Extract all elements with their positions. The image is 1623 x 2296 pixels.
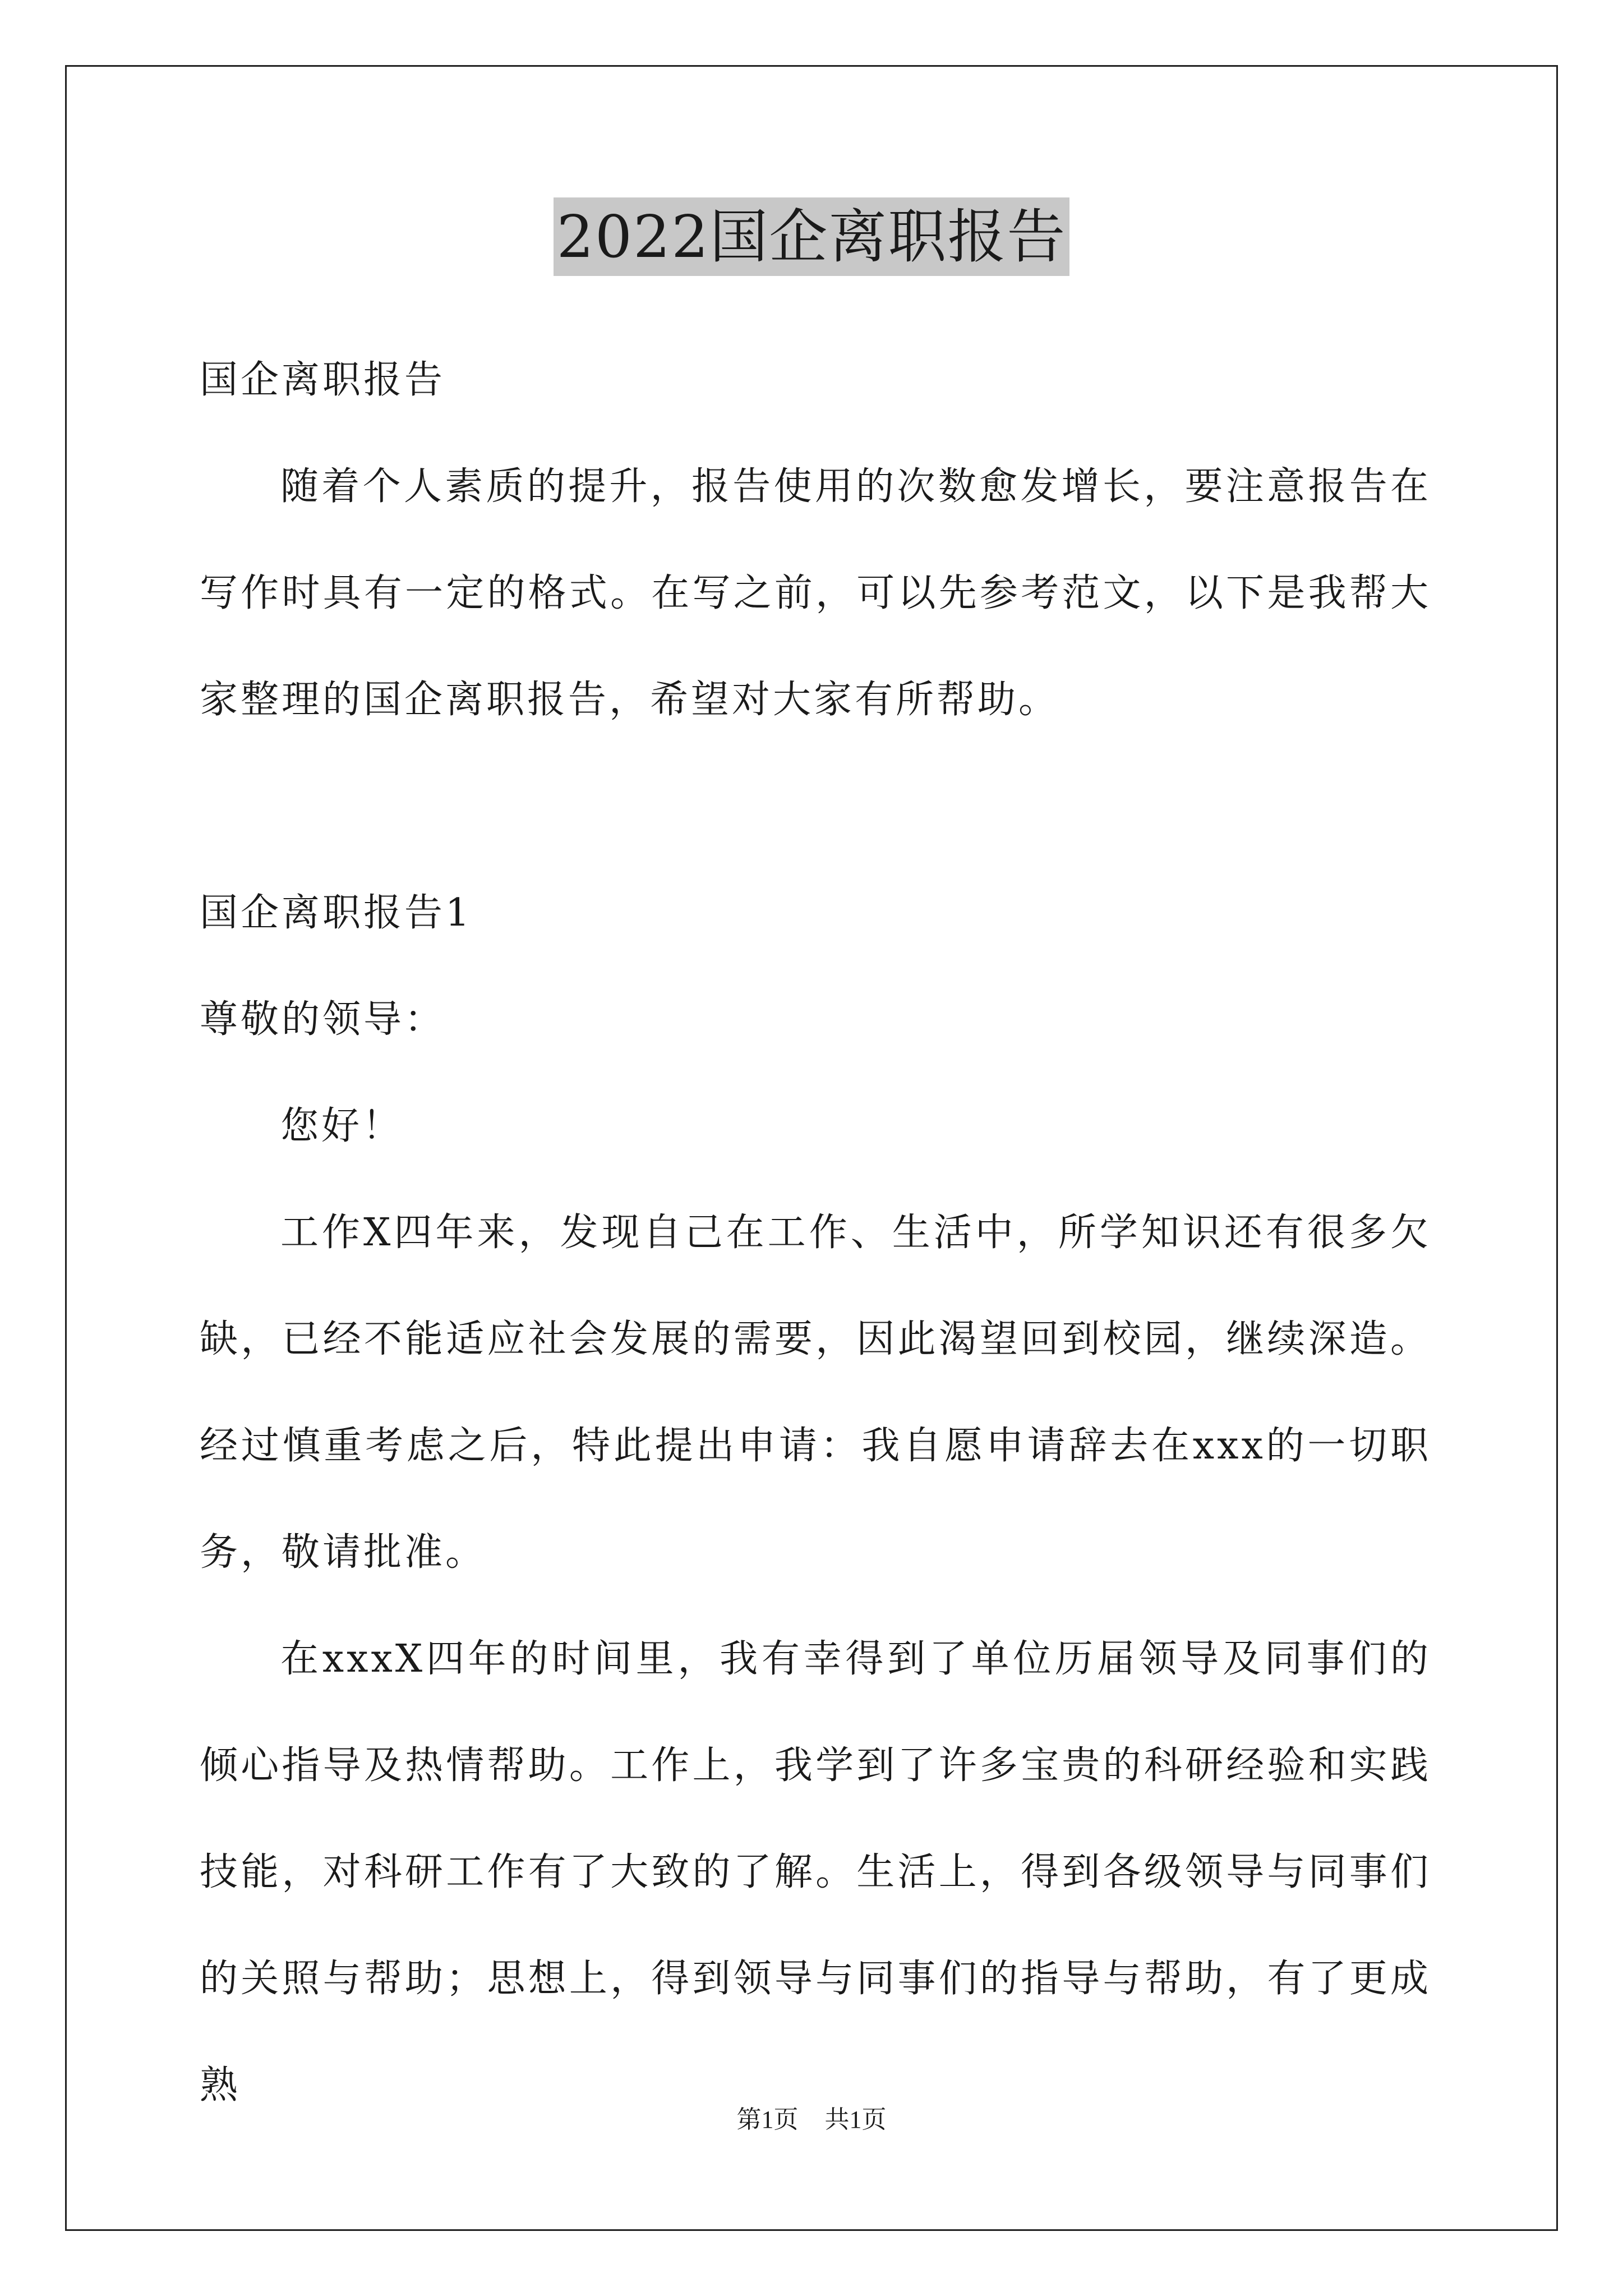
greeting: 您好！ [280, 1104, 404, 1148]
intro-paragraph: 随着个人素质的提升，报告使用的次数愈发增长，要注意报告在写作时具有一定的格式。在写之前，可以先参考范文，以下是我帮大家整理的国企离职报告，希望对大家有所帮助。 [200, 464, 1431, 722]
page-number-total: 共1页 [824, 2106, 887, 2133]
section-heading: 国企离职报告1 [200, 891, 473, 935]
page-number-current: 第1页 [736, 2106, 799, 2133]
document-subtitle: 国企离职报告 [200, 358, 446, 402]
document-title: 2022国企离职报告 [554, 197, 1070, 276]
body-paragraph-1: 工作X四年来，发现自己在工作、生活中，所学知识还有很多欠缺，已经不能适应社会发展的需要，因此渴望回到校园，继续深造。经过慎重考虑之后，特此提出申请：我自愿申请辞去在xxx的一切职务，敬请批准。 [200, 1211, 1431, 1575]
title-container [0, 197, 1623, 276]
salutation: 尊敬的领导： [200, 997, 446, 1042]
page-footer [0, 2099, 1623, 2135]
body-paragraph-2: 在xxxX四年的时间里，我有幸得到了单位历届领导及同事们的倾心指导及热情帮助。工作上，我学到了许多宝贵的科研经验和实践技能，对科研工作有了大致的了解。生活上，得到各级领导与同事们的关照与帮助；思想上，得到领导与同事们的指导与帮助，有了更成熟 [200, 1637, 1431, 2108]
